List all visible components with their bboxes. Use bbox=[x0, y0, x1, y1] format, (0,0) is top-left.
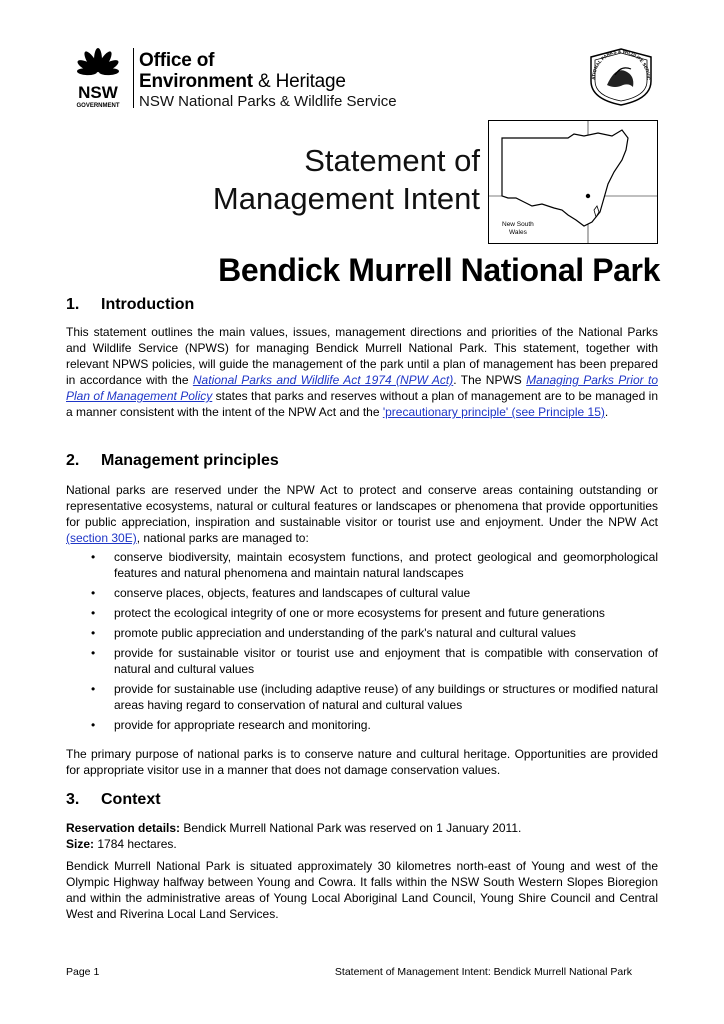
park-name-heading: Bendick Murrell National Park bbox=[218, 252, 660, 288]
primary-purpose-paragraph: The primary purpose of national parks is to conserve nature and cultural heritage. Opportunities are provided for appropriate visitor use in a manner that does not damage conservation values. bbox=[66, 747, 658, 777]
svg-text:New South: New South bbox=[502, 221, 534, 228]
introduction-paragraph: This statement outlines the main values, issues, management directions and priorities of the National Parks and Wildlife Service (NPWS) for managing Bendick Murrell National Park. This statement, together with relevant NPWS policies, will guide the management of the park until a plan of management has been prepared in accordance with the National Parks and Wildlife Act 1974 (NPW Act). The NPWS Managing Parks Prior to Plan of Management Policy states that parks and reserves without a plan of management are to be managed in a manner consistent with the intent of the NPW Act and the 'precautionary principle' (see Principle 15). bbox=[66, 325, 658, 419]
managing-parks-policy-link[interactable]: Managing Parks Prior to Plan of Management Policy bbox=[66, 373, 658, 403]
npws-seal-logo bbox=[585, 45, 657, 107]
organisation-name bbox=[139, 50, 397, 112]
list-item: • promote public appreciation and understanding of the park's natural and cultural values bbox=[91, 626, 576, 640]
precautionary-principle-link[interactable]: 'precautionary principle' (see Principle 15) bbox=[382, 405, 605, 419]
management-principles-list bbox=[66, 549, 658, 737]
nsw-location-map bbox=[488, 120, 658, 244]
list-item: • conserve places, objects, features and landscapes of cultural value bbox=[91, 586, 471, 600]
context-description: Bendick Murrell National Park is situated approximately 30 kilometres north-east of Young and west of the Olympic Highway halfway between Young and Cowra. It falls within the NSW South Western Slopes Bioregion and within the administrative areas of Young Local Aboriginal Land Council, Young Shire Council and Central West and Riverina Local Land Services. bbox=[66, 859, 658, 921]
logo-divider bbox=[133, 48, 134, 108]
title-line-1: Statement of bbox=[304, 143, 480, 178]
svg-text:Wales: Wales bbox=[509, 229, 527, 236]
svg-text:NSW: NSW bbox=[78, 83, 118, 102]
park-size: Size: 1784 hectares. bbox=[66, 837, 177, 851]
org-line-3: NSW National Parks & Wildlife Service bbox=[139, 93, 397, 110]
org-line-1: Office of bbox=[139, 50, 215, 71]
page-number: Page 1 bbox=[66, 966, 100, 978]
section-1-heading: 1. Introduction bbox=[66, 296, 195, 313]
document-title bbox=[213, 142, 480, 218]
list-item: • conserve biodiversity, maintain ecosystem functions, and protect geological and geomorphological features and natural phenomena and maintain natural landscapes bbox=[91, 550, 658, 580]
park-location-marker bbox=[586, 194, 590, 198]
section-2-heading: 2. Management principles bbox=[66, 452, 279, 469]
title-line-2: Management Intent bbox=[212, 181, 480, 216]
nsw-map-graphic bbox=[488, 120, 658, 244]
section-3-heading: 3. Context bbox=[66, 791, 161, 808]
section-30e-link[interactable]: (section 30E) bbox=[66, 531, 137, 545]
waratah-icon bbox=[68, 44, 128, 110]
org-line-2: Environment & Heritage bbox=[139, 71, 346, 92]
npw-act-link[interactable]: National Parks and Wildlife Act 1974 (NPW Act) bbox=[192, 373, 454, 387]
nsw-government-logo bbox=[68, 44, 128, 110]
list-item: • protect the ecological integrity of one or more ecosystems for present and future generations bbox=[91, 606, 605, 620]
management-principles-intro: National parks are reserved under the NPW Act to protect and conserve areas containing outstanding or representative ecosystems, natural or cultural features or landscapes or phenomena that provide opportunities for public appreciation, inspiration and sustainable visitor or tourist use and enjoyment. Under the NPW Act (section 30E), national parks are managed to: bbox=[66, 483, 658, 545]
svg-text:GOVERNMENT: GOVERNMENT bbox=[76, 103, 120, 109]
footer-document-title: Statement of Management Intent: Bendick Murrell National Park bbox=[334, 966, 632, 978]
reservation-details: Reservation details: Bendick Murrell National Park was reserved on 1 January 2011. bbox=[66, 821, 522, 835]
list-item: • provide for appropriate research and monitoring. bbox=[91, 718, 371, 732]
list-item: • provide for sustainable visitor or tourist use and enjoyment that is compatible with conservation of natural and cultural values bbox=[91, 646, 658, 676]
svg-text:NATIONAL PARKS & WILDLIFE SERV: ATIONAL PARKS & WILDLIFE SERVIC bbox=[590, 48, 652, 81]
list-item: • provide for sustainable use (including adaptive reuse) of any buildings or structures or modified natural areas having regard to conservation of natural and cultural values bbox=[91, 682, 658, 712]
npws-seal-icon bbox=[585, 45, 657, 107]
